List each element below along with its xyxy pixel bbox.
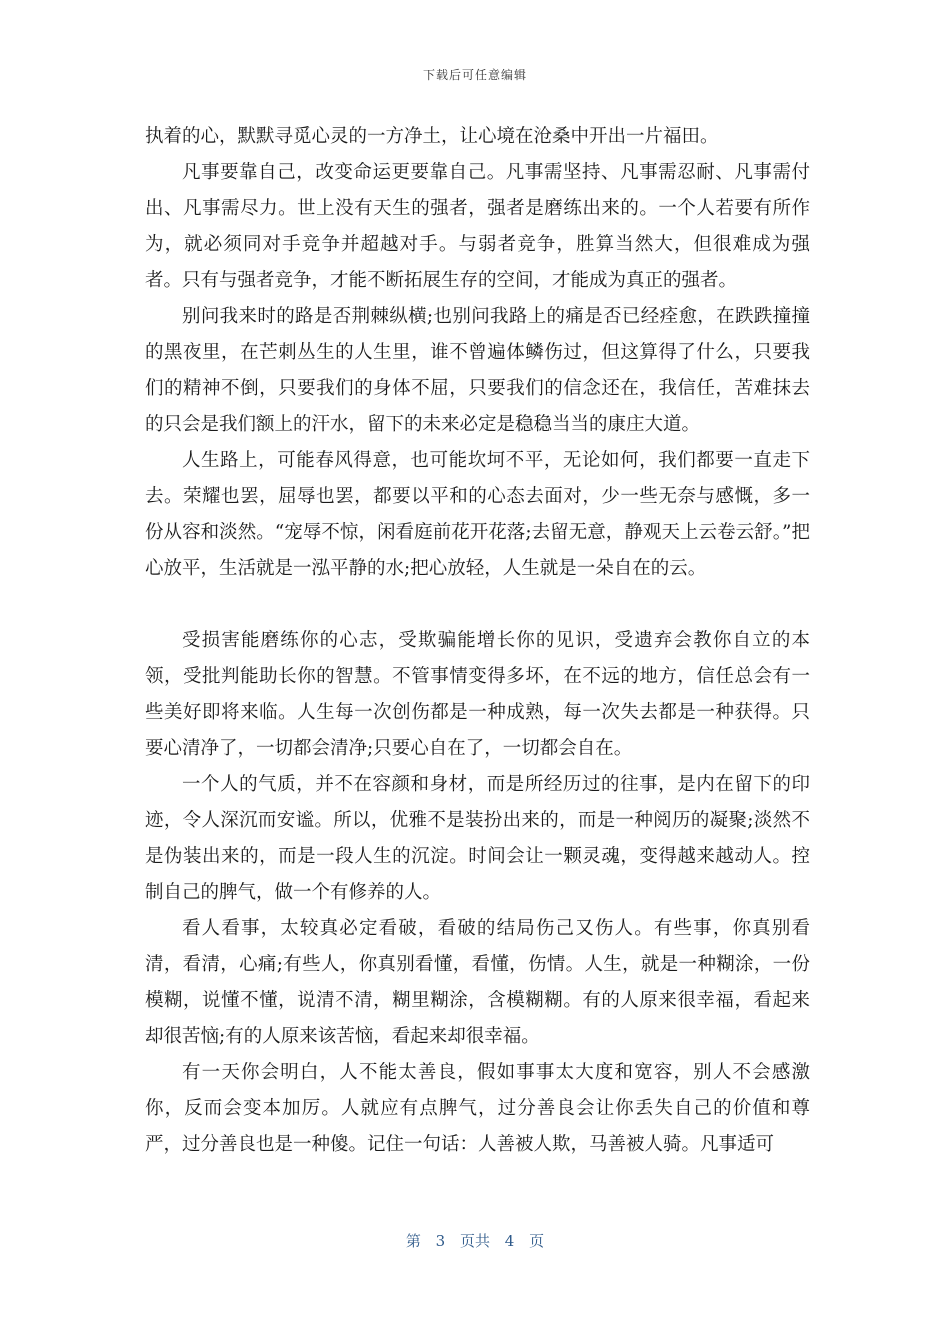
paragraph-4: 人生路上，可能春风得意，也可能坎坷不平，无论如何，我们都要一直走下去。荣耀也罢，屈辱也罢，都要以平和的心态去面对，少一些无奈与感慨，多一份从容和淡然。“宠辱不惊，闲看庭前花开花落;去留无意，静观天上云卷云舒。”把心放平，生活就是一泓平静的水;把心放轻，人生就是一朵自在的云。 — [145, 450, 810, 579]
paragraph-2: 凡事要靠自己，改变命运更要靠自己。凡事需坚持、凡事需忍耐、凡事需付出、凡事需尽力。世上没有天生的强者，强者是磨练出来的。一个人若要有所作为，就必须同对手竞争并超越对手。与弱者竞争，胜算当然大，但很难成为强者。只有与强者竞争，才能不断拓展生存的空间，才能成为真正的强者。 — [145, 162, 810, 291]
paragraph-gap — [145, 587, 810, 623]
paragraph-3: 别问我来时的路是否荆棘纵横;也别问我路上的痛是否已经痊愈，在跌跌撞撞的黑夜里，在芒刺丛生的人生里，谁不曾遍体鳞伤过，但这算得了什么，只要我们的精神不倒，只要我们的身体不屈，只要我们的信念还在，我信任，苦难抹去的只会是我们额上的汗水，留下的未来必定是稳稳当当的康庄大道。 — [145, 306, 810, 435]
document-body — [145, 119, 810, 1163]
page-number-footer: 第 3 页共 4 页 — [405, 1232, 545, 1250]
paragraph-5: 受损害能磨练你的心志，受欺骗能增长你的见识，受遗弃会教你自立的本领，受批判能助长你的智慧。不管事情变得多坏，在不远的地方，信任总会有一些美好即将来临。人生每一次创伤都是一种成熟，每一次失去都是一种获得。只要心清净了，一切都会清净;只要心自在了，一切都会自在。 — [145, 630, 810, 759]
paragraph-7: 看人看事，太较真必定看破，看破的结局伤己又伤人。有些事，你真别看清，看清，心痛;有些人，你真别看懂，看懂，伤情。人生，就是一种糊涂，一份模糊，说懂不懂，说清不清，糊里糊涂，含模糊糊。有的人原来很幸福，看起来却很苦恼;有的人原来该苦恼，看起来却很幸福。 — [145, 918, 810, 1047]
page-header: 下载后可任意编辑 — [422, 68, 527, 82]
paragraph-8: 有一天你会明白，人不能太善良，假如事事太大度和宽容，别人不会感激你，反而会变本加厉。人就应有点脾气，过分善良会让你丢失自己的价值和尊严，过分善良也是一种傻。记住一句话：人善被人欺，马善被人骑。凡事适可 — [145, 1062, 810, 1155]
paragraph-1: 执着的心，默默寻觅心灵的一方净土，让心境在沧桑中开出一片福田。 — [145, 126, 719, 147]
paragraph-6: 一个人的气质，并不在容颜和身材，而是所经历过的往事，是内在留下的印迹，令人深沉而安谧。所以，优雅不是装扮出来的，而是一种阅历的凝聚;淡然不是伪装出来的，而是一段人生的沉淀。时间会让一颗灵魂，变得越来越动人。控制自己的脾气，做一个有修养的人。 — [145, 774, 810, 903]
